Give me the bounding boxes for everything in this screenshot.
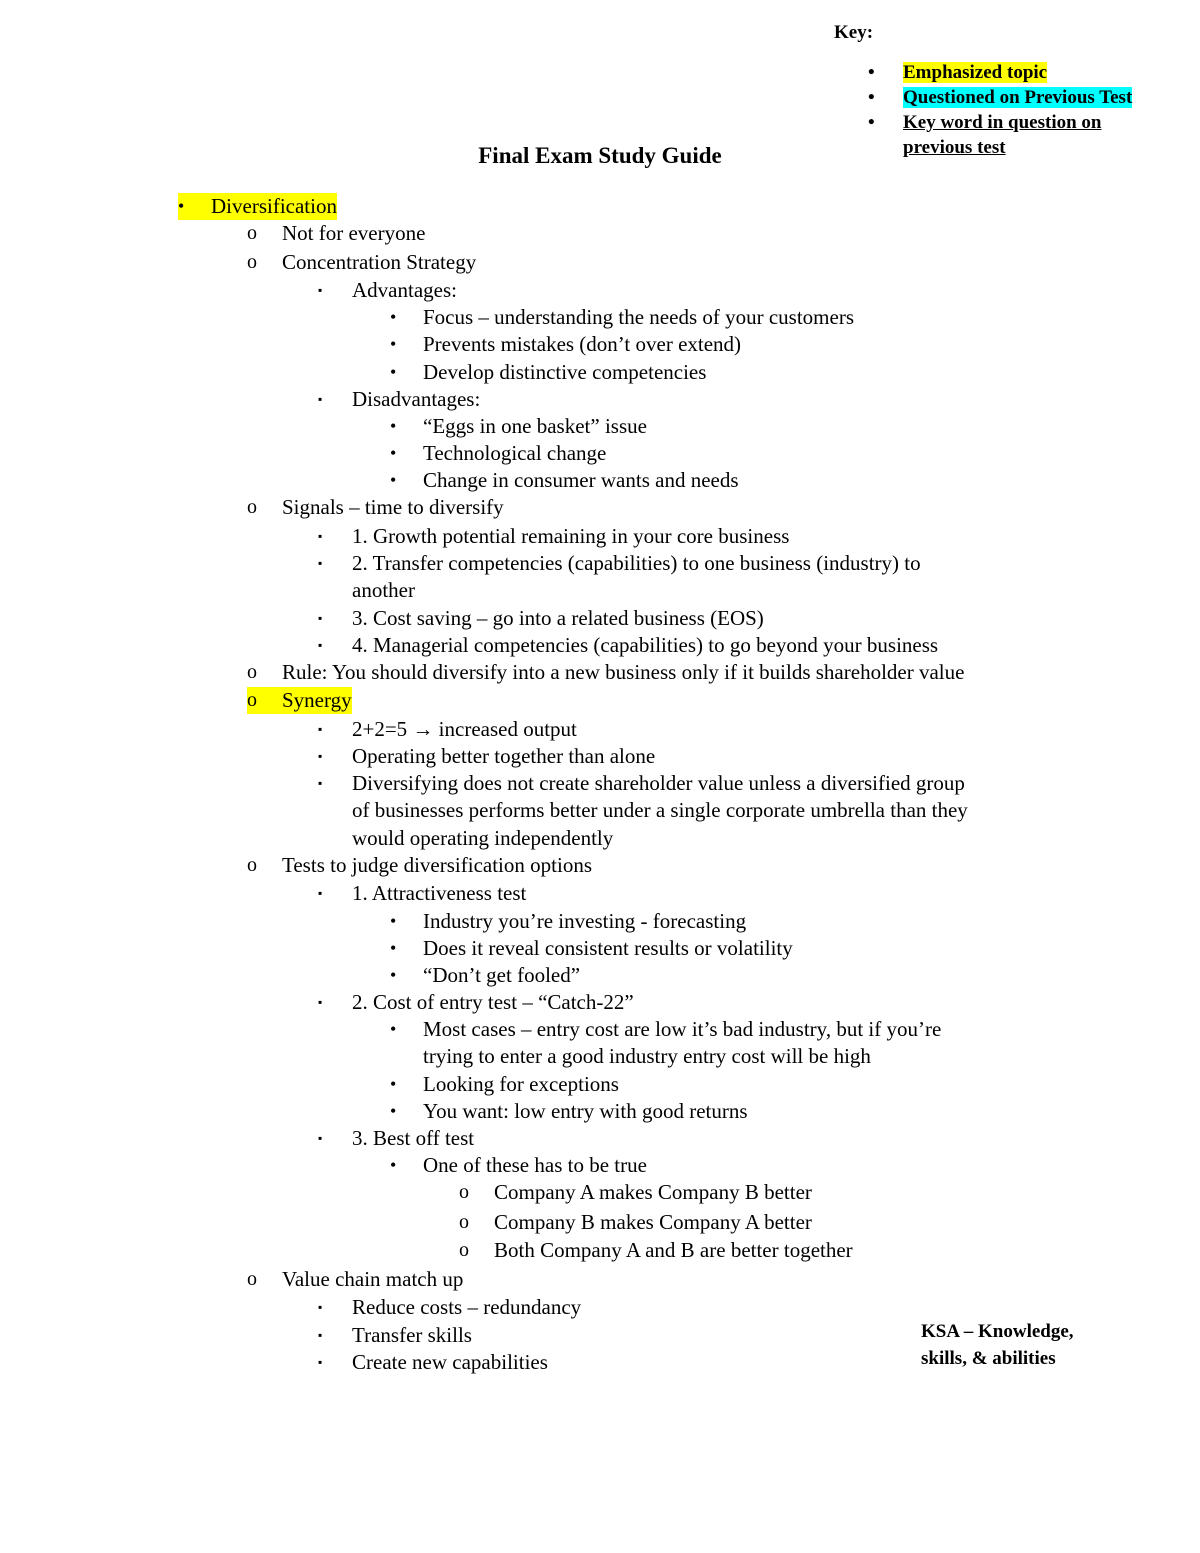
- ksa-note: [921, 1318, 1121, 1372]
- square-bullet-icon: ▪: [318, 886, 323, 900]
- page-title: Final Exam Study Guide: [478, 143, 722, 168]
- bullet-icon: •: [390, 443, 397, 463]
- key-item-keyword-cont: previous test: [903, 137, 1006, 158]
- key-item-questioned: [903, 85, 1132, 110]
- outline-item: Prevents mistakes (don’t over extend): [423, 332, 742, 356]
- circle-bullet-icon: o: [247, 661, 257, 683]
- outline-item: 4. Managerial competencies (capabilities) to go beyond your business: [352, 633, 939, 657]
- circle-bullet-icon: o: [247, 1268, 257, 1290]
- square-bullet-icon: ▪: [318, 749, 323, 763]
- outline-item: “Don’t get fooled”: [423, 963, 581, 987]
- key-item-questioned-label: Questioned on Previous Test: [903, 87, 1133, 108]
- circle-bullet-icon: o: [247, 222, 257, 244]
- outline-item: Rule: You should diversify into a new business only if it builds shareholder value: [282, 660, 965, 684]
- circle-bullet-icon: o: [247, 251, 257, 273]
- square-bullet-icon: ▪: [318, 1328, 323, 1342]
- outline-item: Develop distinctive competencies: [423, 360, 707, 384]
- outline-item: Disadvantages:: [352, 387, 481, 411]
- outline-item: Diversification: [211, 194, 337, 218]
- square-bullet-icon: ▪: [318, 392, 323, 406]
- outline-item: Company B makes Company A better: [494, 1210, 812, 1234]
- circle-bullet-icon: o: [459, 1211, 469, 1233]
- bullet-icon: •: [390, 1019, 397, 1039]
- outline-item: 3. Cost saving – go into a related business (EOS): [352, 606, 764, 630]
- outline-item: Concentration Strategy: [282, 250, 477, 274]
- outline-item: 3. Best off test: [352, 1126, 475, 1150]
- outline-item: Diversifying does not create shareholder value unless a diversified group: [352, 771, 965, 795]
- outline-item: another: [352, 578, 415, 602]
- outline-item: Both Company A and B are better together: [494, 1238, 853, 1262]
- outline-item: Tests to judge diversification options: [282, 853, 592, 877]
- outline-item: 1. Growth potential remaining in your core business: [352, 524, 790, 548]
- bullet-icon: •: [390, 307, 397, 327]
- outline-item: “Eggs in one basket” issue: [423, 414, 647, 438]
- bullet-icon: •: [390, 362, 397, 382]
- circle-bullet-icon: o: [247, 496, 257, 518]
- outline-item: Create new capabilities: [352, 1350, 548, 1374]
- square-bullet-icon: ▪: [318, 611, 323, 625]
- circle-bullet-icon: o: [459, 1239, 469, 1261]
- outline-item: would operating independently: [352, 826, 614, 850]
- square-bullet-icon: ▪: [318, 776, 323, 790]
- ksa-line: skills, & abilities: [921, 1348, 1056, 1369]
- outline-item: 2. Cost of entry test – “Catch-22”: [352, 990, 634, 1014]
- square-bullet-icon: ▪: [318, 529, 323, 543]
- key-item-keyword: Key word in question on: [903, 112, 1102, 133]
- square-bullet-icon: ▪: [318, 1355, 323, 1369]
- square-bullet-icon: ▪: [318, 995, 323, 1009]
- bullet-icon: •: [390, 965, 397, 985]
- bullet-icon: •: [390, 470, 397, 490]
- circle-bullet-icon: o: [247, 854, 257, 876]
- square-bullet-icon: ▪: [318, 1131, 323, 1145]
- bullet-icon: •: [390, 1155, 397, 1175]
- bullet-icon: •: [390, 911, 397, 931]
- outline-item: Reduce costs – redundancy: [352, 1295, 582, 1319]
- bullet-icon: •: [390, 334, 397, 354]
- outline-item: Focus – understanding the needs of your customers: [423, 305, 855, 329]
- square-bullet-icon: ▪: [318, 722, 323, 736]
- square-bullet-icon: ▪: [318, 638, 323, 652]
- outline-item: Signals – time to diversify: [282, 495, 504, 519]
- bullet-icon: •: [390, 938, 397, 958]
- outline-item: Synergy: [282, 688, 352, 712]
- square-bullet-icon: ▪: [318, 1300, 323, 1314]
- outline-item: Not for everyone: [282, 221, 426, 245]
- outline-item: 2. Transfer competencies (capabilities) to one business (industry) to: [352, 551, 921, 575]
- outline-item: Company A makes Company B better: [494, 1180, 812, 1204]
- square-bullet-icon: ▪: [318, 556, 323, 570]
- bullet-icon: •: [178, 193, 211, 220]
- bullet-icon: •: [868, 112, 875, 133]
- outline-item: You want: low entry with good returns: [423, 1099, 748, 1123]
- outline-item: Transfer skills: [352, 1323, 472, 1347]
- bullet-icon: •: [390, 1101, 397, 1121]
- circle-bullet-icon: o: [247, 687, 282, 714]
- outline-item: Operating better together than alone: [352, 744, 656, 768]
- outline-item: Advantages:: [352, 278, 457, 302]
- outline-item: Industry you’re investing - forecasting: [423, 909, 747, 933]
- outline-item: Does it reveal consistent results or volatility: [423, 936, 793, 960]
- bullet-icon: •: [390, 416, 397, 436]
- outline-item: Technological change: [423, 441, 607, 465]
- key-item-emphasized: [903, 60, 1047, 85]
- outline-item: 2+2=5 → increased output: [352, 717, 577, 741]
- circle-bullet-icon: o: [459, 1181, 469, 1203]
- ksa-line: KSA – Knowledge,: [921, 1321, 1074, 1342]
- bullet-icon: •: [868, 62, 875, 83]
- bullet-icon: •: [390, 1074, 397, 1094]
- outline-item: of businesses performs better under a single corporate umbrella than they: [352, 798, 968, 822]
- key-item-emphasized-label: Emphasized topic: [903, 62, 1048, 83]
- outline-item: trying to enter a good industry entry cost will be high: [423, 1044, 871, 1068]
- bullet-icon: •: [868, 87, 875, 108]
- outline-item: Most cases – entry cost are low it’s bad industry, but if you’re: [423, 1017, 942, 1041]
- outline-item: Value chain match up: [282, 1267, 464, 1291]
- outline-item: Change in consumer wants and needs: [423, 468, 739, 492]
- key-heading: Key:: [834, 22, 874, 43]
- outline-item: 1. Attractiveness test: [352, 881, 527, 905]
- square-bullet-icon: ▪: [318, 283, 323, 297]
- outline-item: Looking for exceptions: [423, 1072, 619, 1096]
- outline-item: One of these has to be true: [423, 1153, 647, 1177]
